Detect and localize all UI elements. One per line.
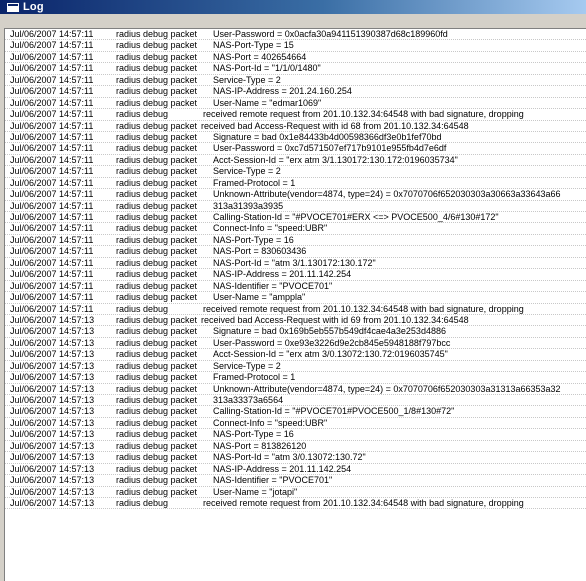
log-source: radius debug [116, 303, 169, 314]
log-message: NAS-Port-Id = "atm 3/1.130172:130.172" [213, 257, 376, 268]
log-row[interactable] [5, 269, 586, 280]
log-row[interactable] [5, 235, 586, 246]
log-source: radius debug packet [116, 63, 198, 74]
window-icon [7, 3, 19, 12]
log-source: radius debug packet [116, 314, 198, 325]
log-row[interactable] [5, 258, 586, 269]
log-timestamp: Jul/06/2007 14:57:11 [10, 143, 94, 154]
log-message: Service-Type = 2 [213, 166, 281, 177]
log-message: Signature = bad 0x1e84433b4d00598366df3e0b1fef70bd [213, 131, 442, 142]
log-message: NAS-IP-Address = 201.11.142.254 [213, 269, 352, 280]
log-row[interactable] [5, 121, 586, 132]
log-timestamp: Jul/06/2007 14:57:13 [10, 440, 95, 451]
log-timestamp: Jul/06/2007 14:57:13 [10, 452, 95, 463]
log-source: radius debug packet [116, 475, 198, 486]
log-source: radius debug packet [116, 74, 198, 85]
log-timestamp: Jul/06/2007 14:57:11 [10, 257, 94, 268]
log-timestamp: Jul/06/2007 14:57:11 [10, 154, 94, 165]
log-row[interactable] [5, 143, 586, 154]
log-row[interactable] [5, 166, 586, 177]
log-row[interactable] [5, 475, 586, 486]
log-source: radius debug packet [116, 143, 198, 154]
log-source: radius debug packet [116, 417, 198, 428]
log-source: radius debug packet [116, 429, 198, 440]
log-row[interactable] [5, 178, 586, 189]
log-message: NAS-Port-Type = 16 [213, 429, 294, 440]
log-message: Signature = bad 0x169b5eb557b549df4cae4a3e253d4886 [213, 326, 446, 337]
log-source: radius debug packet [116, 154, 198, 165]
log-row[interactable] [5, 98, 586, 109]
log-source: radius debug packet [116, 372, 198, 383]
log-timestamp: Jul/06/2007 14:57:11 [10, 74, 94, 85]
log-message: Connect-Info = "speed:UBR" [213, 223, 328, 234]
log-message: 313a33373a6564 [213, 395, 284, 405]
log-message: User-Name = "jotapi" [213, 486, 298, 497]
log-source: radius debug packet [116, 452, 198, 463]
log-row[interactable] [5, 201, 586, 212]
log-row[interactable] [5, 315, 586, 326]
log-row[interactable] [5, 349, 586, 360]
log-row[interactable] [5, 246, 586, 257]
log-row[interactable] [5, 212, 586, 223]
log-timestamp: Jul/06/2007 14:57:13 [10, 326, 95, 337]
log-source: radius debug packet [116, 280, 198, 291]
log-source: radius debug packet [116, 440, 198, 451]
log-row[interactable] [5, 464, 586, 475]
log-timestamp: Jul/06/2007 14:57:11 [10, 120, 94, 131]
log-row[interactable] [5, 40, 586, 51]
log-source: radius debug packet [116, 337, 198, 348]
log-row[interactable] [5, 292, 586, 303]
log-timestamp: Jul/06/2007 14:57:13 [10, 417, 95, 428]
log-timestamp: Jul/06/2007 14:57:11 [10, 63, 94, 74]
log-source: radius debug packet [116, 97, 198, 108]
log-row[interactable] [5, 304, 586, 315]
log-source: radius debug packet [116, 189, 198, 200]
log-timestamp: Jul/06/2007 14:57:11 [10, 86, 94, 97]
log-timestamp: Jul/06/2007 14:57:11 [10, 166, 94, 177]
log-message: NAS-Identifier = "PVOCE701" [213, 475, 333, 486]
log-source: radius debug packet [116, 395, 198, 405]
log-timestamp: Jul/06/2007 14:57:13 [10, 497, 95, 508]
log-row[interactable] [5, 372, 586, 383]
log-timestamp: Jul/06/2007 14:57:11 [10, 177, 94, 188]
log-source: radius debug packet [116, 120, 198, 131]
log-message: NAS-Port-Id = "1/1/0/1480" [213, 63, 321, 74]
log-source: radius debug packet [116, 246, 198, 257]
log-row[interactable] [5, 452, 586, 463]
log-message: User-Name = "amppla" [213, 292, 306, 303]
log-message: Connect-Info = "speed:UBR" [213, 417, 328, 428]
log-row[interactable] [5, 487, 586, 498]
log-message: NAS-Identifier = "PVOCE701" [213, 280, 333, 291]
log-timestamp: Jul/06/2007 14:57:11 [10, 223, 94, 234]
log-timestamp: Jul/06/2007 14:57:11 [10, 292, 94, 303]
log-message: NAS-IP-Address = 201.11.142.254 [213, 463, 352, 474]
log-message: Framed-Protocol = 1 [213, 177, 296, 188]
log-message: NAS-Port = 813826120 [213, 440, 307, 451]
log-row[interactable] [5, 52, 586, 63]
log-source: radius debug packet [116, 86, 198, 97]
log-source: radius debug packet [116, 463, 198, 474]
log-row[interactable] [5, 63, 586, 74]
log-timestamp: Jul/06/2007 14:57:11 [10, 280, 94, 291]
log-row[interactable] [5, 384, 586, 395]
log-source: radius debug packet [116, 29, 198, 39]
log-message: Acct-Session-Id = "erx atm 3/0.13072:130.72:0196035745" [213, 349, 448, 360]
log-row[interactable] [5, 132, 586, 143]
log-row[interactable] [5, 498, 586, 509]
log-source: radius debug packet [116, 177, 198, 188]
log-row[interactable] [5, 109, 586, 120]
log-source: radius debug packet [116, 223, 198, 234]
log-row[interactable] [5, 86, 586, 97]
log-timestamp: Jul/06/2007 14:57:13 [10, 360, 95, 371]
log-timestamp: Jul/06/2007 14:57:13 [10, 337, 95, 348]
log-timestamp: Jul/06/2007 14:57:13 [10, 429, 95, 440]
title-bar[interactable] [0, 0, 586, 14]
log-source: radius debug packet [116, 349, 198, 360]
log-message: Service-Type = 2 [213, 74, 281, 85]
log-timestamp: Jul/06/2007 14:57:11 [10, 97, 94, 108]
log-source: radius debug packet [116, 166, 198, 177]
log-list[interactable] [4, 28, 586, 581]
log-message: received remote request from 201.10.132.34:64548 with bad signature, dropping [203, 303, 524, 314]
log-source: radius debug packet [116, 200, 198, 211]
log-source: radius debug packet [116, 406, 198, 417]
log-row[interactable] [5, 189, 586, 200]
log-message: received bad Access-Request with id 69 from 201.10.132.34:64548 [201, 314, 469, 325]
log-message: Unknown-Attribute(vendor=4874, type=24) = 0x7070706f652030303a31313a66353a32 [213, 383, 561, 394]
log-timestamp: Jul/06/2007 14:57:11 [10, 200, 94, 211]
log-row[interactable] [5, 75, 586, 86]
log-row[interactable] [5, 338, 586, 349]
log-timestamp: Jul/06/2007 14:57:11 [10, 234, 94, 245]
log-timestamp: Jul/06/2007 14:57:11 [10, 40, 94, 51]
log-message: Framed-Protocol = 1 [213, 372, 296, 383]
log-timestamp: Jul/06/2007 14:57:13 [10, 475, 95, 486]
log-row[interactable] [5, 429, 586, 440]
log-source: radius debug packet [116, 212, 198, 222]
log-message: NAS-Port-Type = 16 [213, 234, 294, 245]
window-title: Log [23, 1, 44, 13]
log-source: radius debug packet [116, 257, 198, 268]
log-source: radius debug [116, 109, 169, 120]
log-row[interactable] [5, 326, 586, 337]
log-message: Acct-Session-Id = "erx atm 3/1.130172:130.172:0196035734" [213, 154, 458, 165]
log-timestamp: Jul/06/2007 14:57:11 [10, 212, 94, 222]
log-source: radius debug packet [116, 360, 198, 371]
log-message: received remote request from 201.10.132.34:64548 with bad signature, dropping [203, 109, 524, 120]
log-source: radius debug [116, 497, 169, 508]
log-timestamp: Jul/06/2007 14:57:11 [10, 246, 94, 257]
log-message: received bad Access-Request with id 68 from 201.10.132.34:64548 [201, 120, 469, 131]
log-message: Calling-Station-Id = "#PVOCE701#PVOCE500_1/8#130#72" [213, 406, 455, 417]
log-source: radius debug packet [116, 383, 198, 394]
log-timestamp: Jul/06/2007 14:57:13 [10, 383, 95, 394]
log-row[interactable] [5, 155, 586, 166]
log-message: User-Password = 0x0acfa30a941151390387d68c189960fd [213, 29, 448, 39]
log-source: radius debug packet [116, 131, 198, 142]
log-row[interactable] [5, 406, 586, 417]
log-timestamp: Jul/06/2007 14:57:11 [10, 131, 94, 142]
log-timestamp: Jul/06/2007 14:57:13 [10, 349, 95, 360]
log-source: radius debug packet [116, 51, 198, 62]
log-timestamp: Jul/06/2007 14:57:13 [10, 395, 95, 405]
log-timestamp: Jul/06/2007 14:57:13 [10, 406, 95, 417]
log-timestamp: Jul/06/2007 14:57:11 [10, 303, 94, 314]
log-timestamp: Jul/06/2007 14:57:11 [10, 189, 94, 200]
log-message: NAS-IP-Address = 201.24.160.254 [213, 86, 352, 97]
log-message: 313a31393a3935 [213, 200, 284, 211]
log-timestamp: Jul/06/2007 14:57:13 [10, 314, 95, 325]
log-timestamp: Jul/06/2007 14:57:11 [10, 269, 94, 280]
log-message: Service-Type = 2 [213, 360, 281, 371]
log-source: radius debug packet [116, 486, 198, 497]
log-timestamp: Jul/06/2007 14:57:11 [10, 51, 94, 62]
log-message: NAS-Port-Type = 15 [213, 40, 294, 51]
log-timestamp: Jul/06/2007 14:57:11 [10, 29, 94, 39]
log-message: NAS-Port = 830603436 [213, 246, 307, 257]
log-row[interactable] [5, 281, 586, 292]
log-message: NAS-Port-Id = "atm 3/0.13072:130.72" [213, 452, 366, 463]
log-timestamp: Jul/06/2007 14:57:13 [10, 463, 95, 474]
log-source: radius debug packet [116, 234, 198, 245]
log-message: Unknown-Attribute(vendor=4874, type=24) = 0x7070706f652030303a30663a33643a66 [213, 189, 561, 200]
log-message: received remote request from 201.10.132.34:64548 with bad signature, dropping [203, 497, 524, 508]
log-timestamp: Jul/06/2007 14:57:13 [10, 486, 95, 497]
log-row[interactable] [5, 418, 586, 429]
log-row[interactable] [5, 361, 586, 372]
log-timestamp: Jul/06/2007 14:57:13 [10, 372, 95, 383]
log-source: radius debug packet [116, 269, 198, 280]
log-row[interactable] [5, 223, 586, 234]
log-message: User-Password = 0xc7d571507ef717b9101e955fb4d7e6df [213, 143, 447, 154]
log-row[interactable] [5, 395, 586, 406]
log-message: NAS-Port = 402654664 [213, 51, 307, 62]
log-message: Calling-Station-Id = "#PVOCE701#ERX <=> PVOCE500_4/6#130#172" [213, 212, 499, 222]
log-row[interactable] [5, 441, 586, 452]
log-row[interactable] [5, 29, 586, 40]
log-source: radius debug packet [116, 326, 198, 337]
log-source: radius debug packet [116, 40, 198, 51]
log-message: User-Password = 0xe93e3226d9e2cb845e5948188f797bcc [213, 337, 451, 348]
log-message: User-Name = "edmar1069" [213, 97, 322, 108]
log-source: radius debug packet [116, 292, 198, 303]
log-timestamp: Jul/06/2007 14:57:11 [10, 109, 94, 120]
